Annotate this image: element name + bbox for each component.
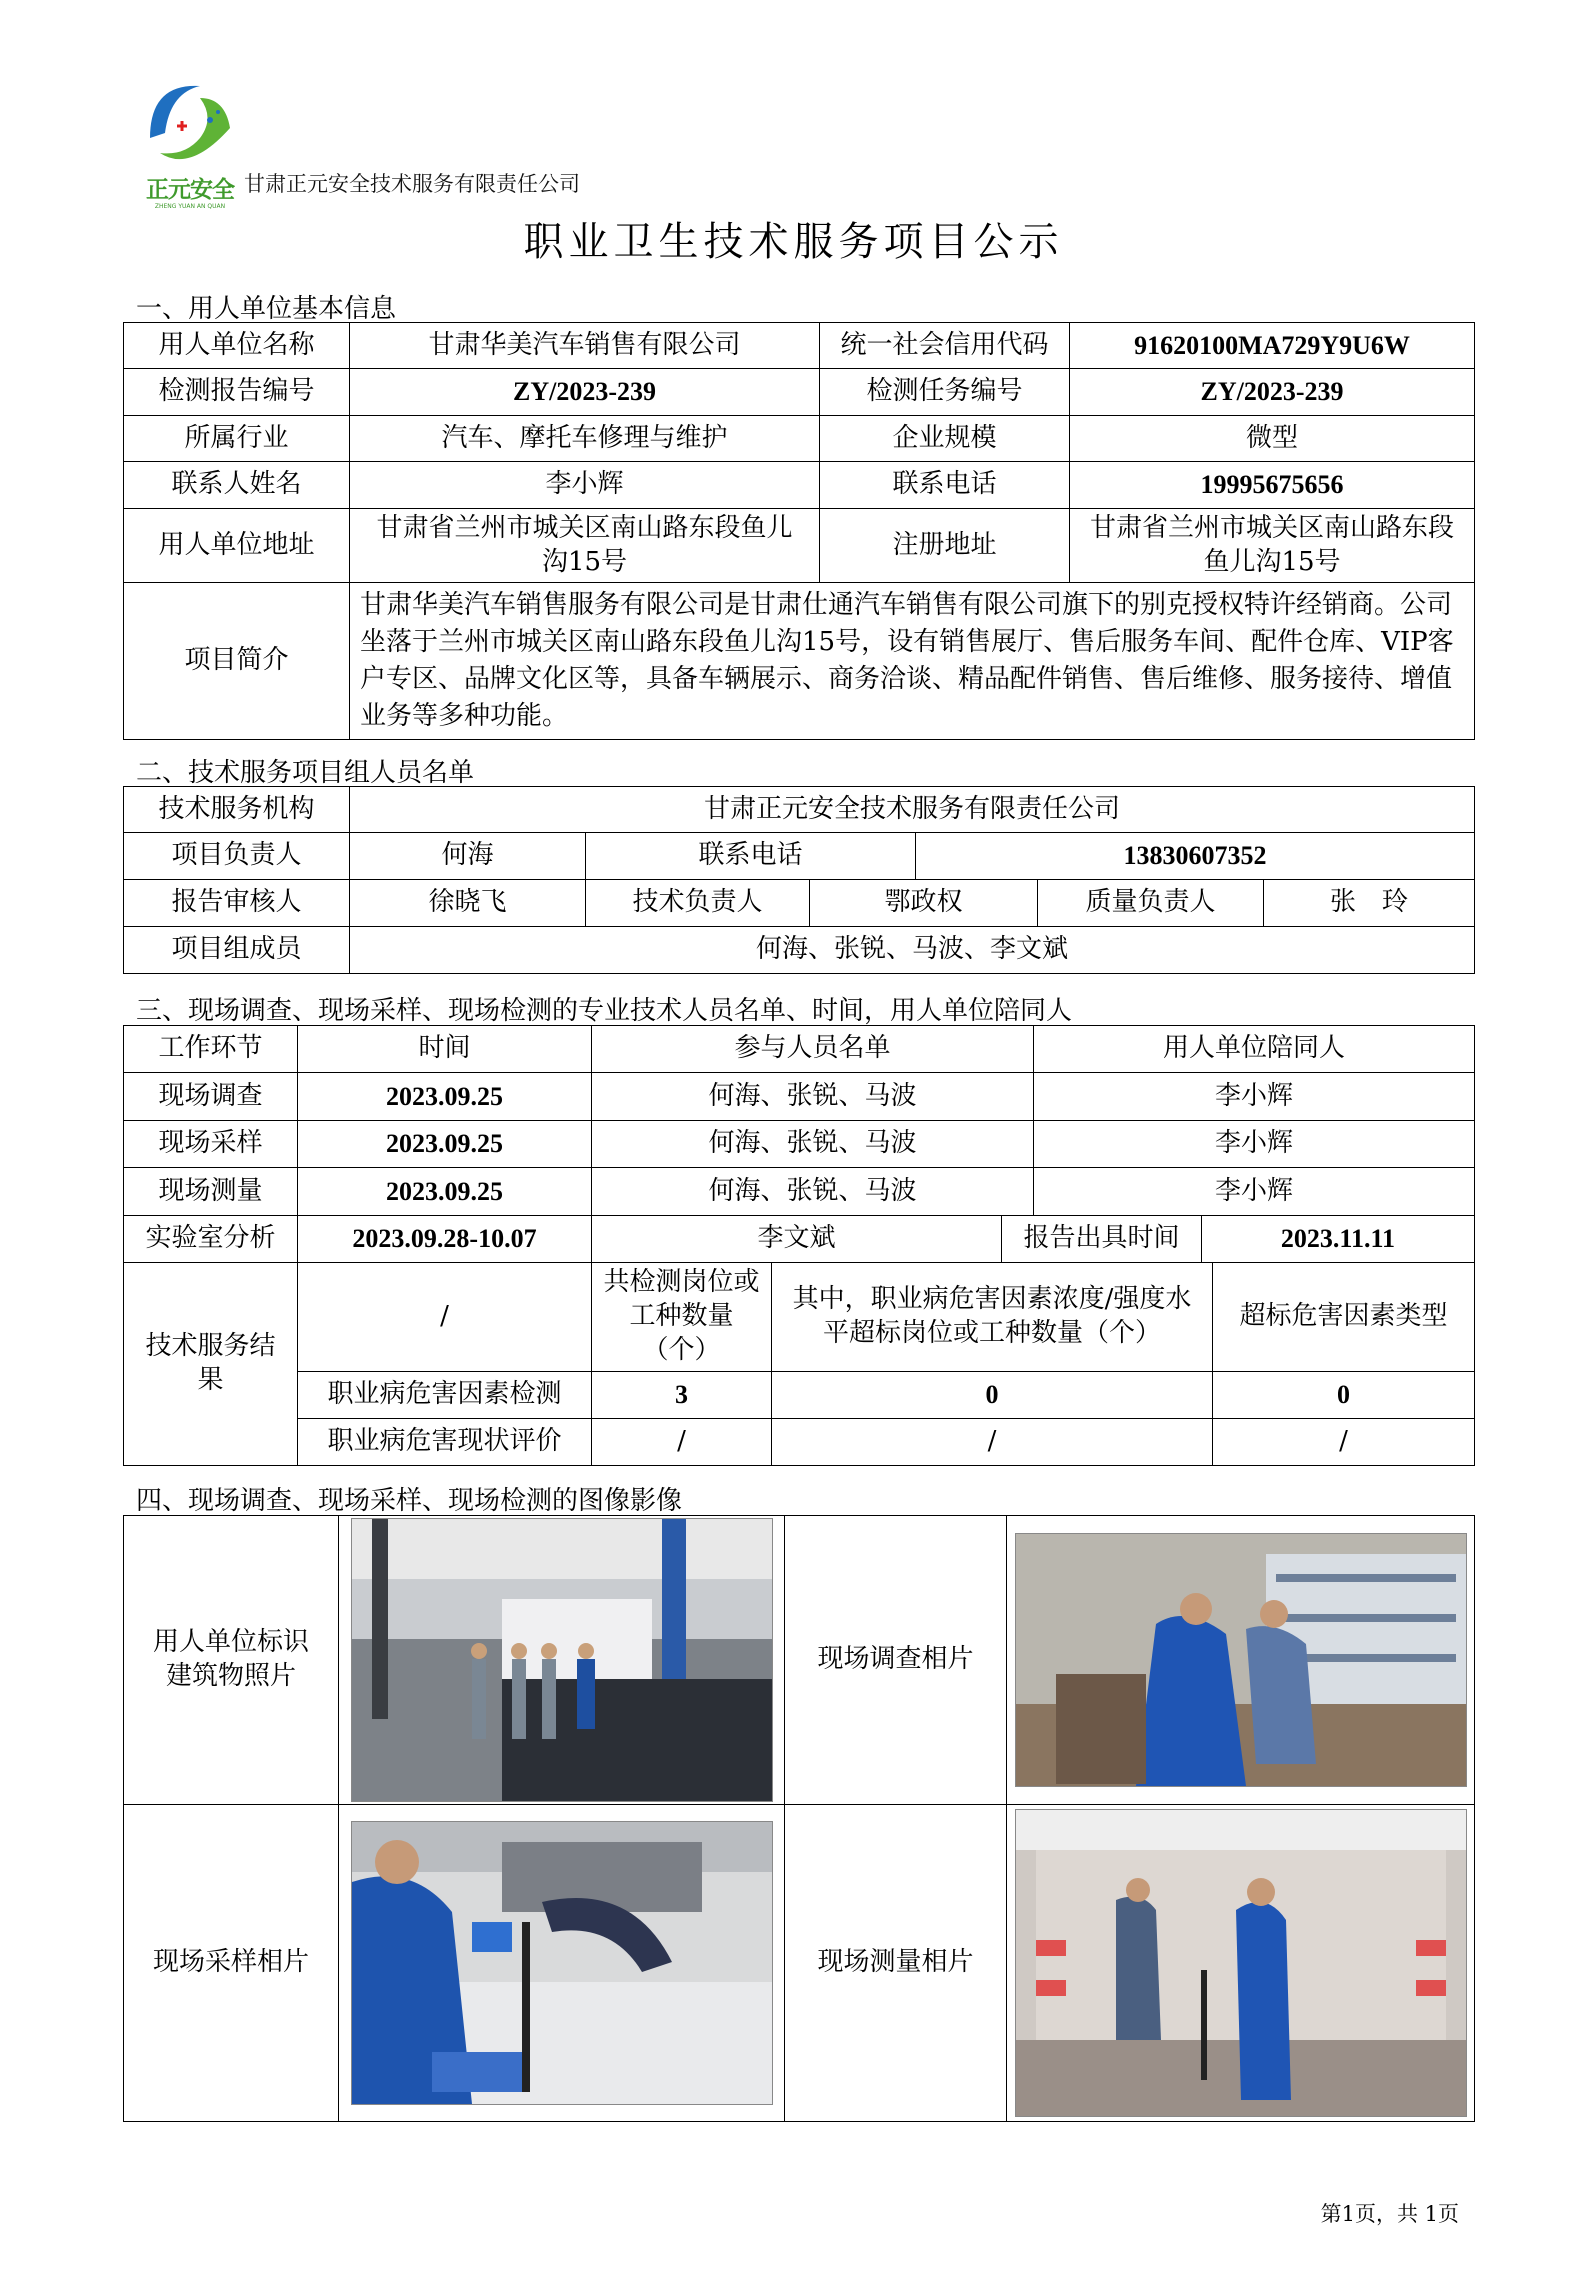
cell-person: 李文斌 — [592, 1216, 1002, 1263]
cell-value: 甘肃正元安全技术服务有限责任公司 — [350, 787, 1475, 833]
photos-table — [123, 1515, 1475, 2122]
cell-value: 91620100MA729Y9U6W — [1070, 323, 1475, 369]
cell-label: 项目组成员 — [124, 927, 350, 974]
cell-value: 微型 — [1070, 416, 1475, 462]
cell-date: 2023.11.11 — [1202, 1216, 1475, 1263]
table-row — [124, 1263, 1475, 1372]
company-header-name: 甘肃正元安全技术服务有限责任公司 — [244, 172, 580, 196]
cell-exceed: / — [772, 1419, 1213, 1466]
cell-stage: 现场调查 — [124, 1073, 298, 1121]
cell-value: 甘肃华美汽车销售有限公司 — [350, 323, 820, 369]
column-header: 超标危害因素类型 — [1213, 1263, 1475, 1372]
cell-value: 汽车、摩托车修理与维护 — [350, 416, 820, 462]
unit-info-table — [123, 322, 1475, 740]
cell-label: 技术服务结果 — [124, 1263, 298, 1466]
project-intro: 甘肃华美汽车销售服务有限公司是甘肃仕通汽车销售有限公司旗下的别克授权特许经销商。公司坐落于兰州市城关区南山路东段鱼儿沟15号，设有销售展厅、售后服务车间、配件仓库、VIP客户专区、品牌文化区等，具备车辆展示、商务洽谈、精品配件销售、售后维修、服务接待、增值业务等多种功能。 — [350, 583, 1475, 740]
photo-cell — [1007, 1805, 1475, 2122]
table-row — [124, 1805, 1475, 2122]
column-header: 时间 — [298, 1026, 592, 1073]
table-row — [124, 1419, 1475, 1466]
page-number: 第1页，共 1页 — [1320, 2202, 1459, 2226]
column-header: 其中，职业病危害因素浓度/强度水平超标岗位或工种数量（个） — [772, 1263, 1213, 1372]
cell-label: 现场测量相片 — [785, 1805, 1007, 2122]
cell-value: ZY/2023-239 — [1070, 369, 1475, 416]
cell-escort: 李小辉 — [1034, 1121, 1475, 1168]
cell-escort: 李小辉 — [1034, 1073, 1475, 1121]
table-row — [124, 1073, 1475, 1121]
cell-label: 报告审核人 — [124, 880, 350, 927]
measure-photo — [1015, 1809, 1467, 2117]
cell-label: 注册地址 — [820, 509, 1070, 583]
logo-emblem-icon — [140, 78, 240, 173]
table-row — [124, 1121, 1475, 1168]
cell-date: 2023.09.25 — [298, 1121, 592, 1168]
company-logo — [140, 78, 240, 208]
cell-value: 甘肃省兰州市城关区南山路东段鱼儿沟15号 — [1070, 509, 1475, 583]
cell-type: / — [1213, 1419, 1475, 1466]
cell-value: 徐晓飞 — [350, 880, 586, 927]
cell-value: 19995675656 — [1070, 462, 1475, 509]
team-table — [123, 786, 1475, 880]
cell-value: 13830607352 — [916, 833, 1475, 880]
cell-label: 企业规模 — [820, 416, 1070, 462]
team-table-cont — [123, 879, 1475, 974]
table-row — [124, 880, 1475, 927]
table-row — [124, 927, 1475, 974]
cell-label: 报告出具时间 — [1002, 1216, 1202, 1263]
cell-label: 实验室分析 — [124, 1216, 298, 1263]
cell-label: 联系电话 — [820, 462, 1070, 509]
cell-date: 2023.09.25 — [298, 1073, 592, 1121]
column-header: 共检测岗位或工种数量（个） — [592, 1263, 772, 1372]
cell-value: 何海、张锐、马波、李文斌 — [350, 927, 1475, 974]
table-row — [124, 787, 1475, 833]
fieldwork-table — [123, 1025, 1475, 1216]
photo-cell — [339, 1805, 785, 2122]
logo-text: 正元安全 — [146, 177, 234, 203]
cell-type: 0 — [1213, 1372, 1475, 1419]
cell-label: 技术负责人 — [586, 880, 810, 927]
cell-stage: 现场采样 — [124, 1121, 298, 1168]
section4-heading: 四、现场调查、现场采样、现场检测的图像影像 — [136, 1486, 683, 1516]
table-row — [124, 462, 1475, 509]
table-row — [124, 323, 1475, 369]
cell-item: 职业病危害因素检测 — [298, 1372, 592, 1419]
cell-label: 检测报告编号 — [124, 369, 350, 416]
lab-table — [123, 1215, 1475, 1263]
cell-exceed: 0 — [772, 1372, 1213, 1419]
table-row — [124, 833, 1475, 880]
cell-stage: 现场测量 — [124, 1168, 298, 1216]
table-row — [124, 416, 1475, 462]
page-title: 职业卫生技术服务项目公示 — [523, 219, 1064, 265]
cell-value: 李小辉 — [350, 462, 820, 509]
cell-label: 所属行业 — [124, 416, 350, 462]
cell-label: 用人单位名称 — [124, 323, 350, 369]
column-header: 参与人员名单 — [592, 1026, 1034, 1073]
cell-label: 统一社会信用代码 — [820, 323, 1070, 369]
cell-label: 检测任务编号 — [820, 369, 1070, 416]
cell-count: 3 — [592, 1372, 772, 1419]
cell-item: 职业病危害现状评价 — [298, 1419, 592, 1466]
cell-label: 联系电话 — [586, 833, 916, 880]
table-row — [124, 583, 1475, 740]
table-row — [124, 1516, 1475, 1805]
photo-cell — [339, 1516, 785, 1805]
table-row — [124, 369, 1475, 416]
results-table — [123, 1262, 1475, 1466]
cell-label: 项目负责人 — [124, 833, 350, 880]
table-row — [124, 1216, 1475, 1263]
cell-label: 用人单位标识建筑物照片 — [124, 1516, 339, 1805]
logo-subtext: ZHENG YUAN AN QUAN — [154, 203, 226, 210]
cell-people: 何海、张锐、马波 — [592, 1073, 1034, 1121]
table-row — [124, 1026, 1475, 1073]
cell-value: 何海 — [350, 833, 586, 880]
section2-heading: 二、技术服务项目组人员名单 — [136, 758, 475, 788]
cell-value: ZY/2023-239 — [350, 369, 820, 416]
cell-people: 何海、张锐、马波 — [592, 1121, 1034, 1168]
section1-heading: 一、用人单位基本信息 — [136, 294, 397, 324]
column-header: 工作环节 — [124, 1026, 298, 1073]
cell-label: 现场采样相片 — [124, 1805, 339, 2122]
section3-heading: 三、现场调查、现场采样、现场检测的专业技术人员名单、时间，用人单位陪同人 — [136, 996, 1073, 1026]
cell-label: 质量负责人 — [1038, 880, 1264, 927]
cell-people: 何海、张锐、马波 — [592, 1168, 1034, 1216]
cell-slash: / — [298, 1263, 592, 1372]
cell-escort: 李小辉 — [1034, 1168, 1475, 1216]
cell-date: 2023.09.28-10.07 — [298, 1216, 592, 1263]
cell-label: 技术服务机构 — [124, 787, 350, 833]
survey-photo — [1015, 1533, 1467, 1787]
cell-label: 用人单位地址 — [124, 509, 350, 583]
building-photo — [351, 1518, 773, 1802]
cell-date: 2023.09.25 — [298, 1168, 592, 1216]
cell-value: 甘肃省兰州市城关区南山路东段鱼儿沟15号 — [350, 509, 820, 583]
cell-value: 鄂政权 — [810, 880, 1038, 927]
photo-cell — [1007, 1516, 1475, 1805]
table-row — [124, 1372, 1475, 1419]
column-header: 用人单位陪同人 — [1034, 1026, 1475, 1073]
cell-label: 联系人姓名 — [124, 462, 350, 509]
sampling-photo — [351, 1821, 773, 2105]
cell-value: 张 玲 — [1264, 880, 1475, 927]
table-row — [124, 1168, 1475, 1216]
cell-count: / — [592, 1419, 772, 1466]
table-row — [124, 509, 1475, 583]
cell-label: 现场调查相片 — [785, 1516, 1007, 1805]
cell-label: 项目简介 — [124, 583, 350, 740]
